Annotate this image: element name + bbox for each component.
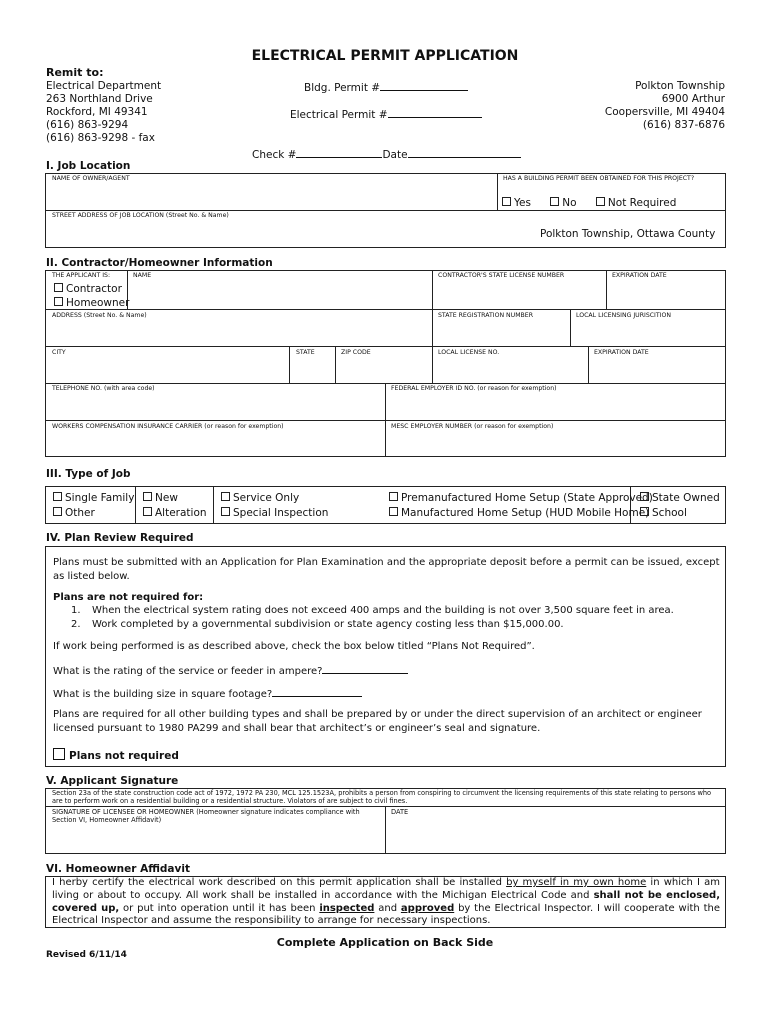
state-reg-label: STATE REGISTRATION NUMBER — [438, 312, 533, 319]
electrical-permit-label: Electrical Permit # — [290, 109, 388, 121]
township-line: Coopersville, MI 49404 — [604, 106, 725, 118]
job-type-other[interactable]: Other — [53, 507, 95, 520]
checkbox-icon — [54, 283, 63, 292]
remit-line: 263 Northland Drive — [46, 93, 153, 105]
zip-label: ZIP CODE — [341, 349, 371, 356]
job-type-alteration[interactable]: Alteration — [143, 507, 207, 520]
contractor-heading: II. Contractor/Homeowner Information — [46, 257, 273, 269]
township-county: Polkton Township, Ottawa County — [540, 228, 716, 240]
electrical-permit-input[interactable] — [388, 107, 482, 118]
telephone-label: TELEPHONE NO. (with area code) — [52, 385, 155, 392]
remit-line: Rockford, MI 49341 — [46, 106, 148, 118]
size-question: What is the building size in square footage? — [53, 686, 362, 701]
checkbox-icon — [389, 507, 398, 516]
street-label: STREET ADDRESS OF JOB LOCATION (Street No. & Name) — [52, 212, 229, 219]
federal-label: FEDERAL EMPLOYER ID NO. (or reason for exemption) — [391, 385, 557, 392]
local-juris-label: LOCAL LICENSING JURISCITION — [576, 312, 671, 319]
rating-question: What is the rating of the service or feeder in ampere? — [53, 663, 408, 678]
job-type-new[interactable]: New — [143, 492, 178, 505]
expiration-label: EXPIRATION DATE — [612, 272, 667, 279]
plan-item-2-number: 2. — [71, 619, 81, 630]
remit-address — [46, 80, 161, 145]
township-address — [605, 80, 725, 132]
name-label: NAME — [133, 272, 152, 279]
affidavit-text: I herby certify the electrical work described on this permit application shall be installed by myself in my own home in which I am living or about to occupy. All work shall be installed in accordance with the Michigan Electrical Code and shall not be enclosed, covered up, or put into operation until it has been inspected and approved by the Electrical Inspector. I will cooperate with the Electrical Inspector and assume the responsibility to arrange for necessary inspections. — [52, 877, 720, 927]
checkbox-icon — [54, 297, 63, 306]
job-location-heading: I. Job Location — [46, 160, 131, 172]
plan-item-2: Work completed by a governmental subdivision or state agency costing less than $15,000.00. — [92, 619, 564, 630]
checkbox-icon — [221, 507, 230, 516]
workers-comp-label: WORKERS COMPENSATION INSURANCE CARRIER (or reason for exemption) — [52, 423, 284, 430]
owner-label: NAME OF OWNER/AGENT — [52, 175, 130, 182]
checkbox-icon — [143, 492, 152, 501]
job-type-single-family[interactable]: Single Family — [53, 492, 134, 505]
checkbox-icon — [550, 197, 559, 206]
plan-review-heading: IV. Plan Review Required — [46, 532, 194, 544]
divider — [432, 270, 433, 383]
township-line: Polkton Township — [635, 80, 725, 92]
page-title: ELECTRICAL PERMIT APPLICATION — [251, 48, 519, 64]
signature-heading: V. Applicant Signature — [46, 775, 179, 787]
divider — [385, 806, 386, 854]
divider — [45, 210, 726, 211]
signature-label: SIGNATURE OF LICENSEE OR HOMEOWNER (Homeowner signature indicates compliance with Section VI, Homeowner Affidavit) — [52, 808, 360, 824]
remit-line: Electrical Department — [46, 80, 162, 92]
divider — [385, 383, 386, 457]
option-no[interactable]: No — [550, 197, 576, 209]
license-label: CONTRACTOR'S STATE LICENSE NUMBER — [438, 272, 565, 279]
plans-not-required-heading: Plans are not required for: — [53, 592, 204, 603]
electrical-permit-field — [290, 107, 482, 122]
plans-not-required-checkbox[interactable]: Plans not required — [53, 748, 179, 763]
bldg-permit-label: Bldg. Permit # — [304, 82, 381, 94]
remit-line: (616) 863-9294 — [46, 119, 129, 131]
job-type-manufactured[interactable]: Manufactured Home Setup (HUD Mobile Home) — [389, 507, 649, 520]
divider — [135, 486, 136, 524]
remit-heading: Remit to: — [46, 66, 104, 79]
checkbox-icon — [221, 492, 230, 501]
divider — [289, 346, 290, 383]
check-date-row — [252, 147, 521, 162]
applicant-label: THE APPLICANT IS: — [52, 272, 111, 279]
date-label: Date — [382, 149, 408, 161]
divider — [45, 346, 726, 347]
applicant-option-homeowner[interactable]: Homeowner — [54, 297, 129, 310]
divider — [606, 270, 607, 309]
job-type-state-owned[interactable]: State Owned — [640, 492, 720, 505]
township-line: (616) 837-6876 — [642, 119, 725, 131]
job-type-premanufactured[interactable]: Premanufactured Home Setup (State Approved) — [389, 492, 653, 505]
checkbox-icon — [389, 492, 398, 501]
divider — [45, 309, 726, 310]
job-type-school[interactable]: School — [640, 507, 687, 520]
remit-line: (616) 863-9298 - fax — [46, 132, 155, 144]
signature-notice: Section 23a of the state construction code act of 1972, 1972 PA 230, MCL 125.1523A, prohibits a person from conspiring to circumvent the licensing requirements of this state relating to persons who are to perform work on a residential building or a residential structure. Violators of are subject to civil fines. — [52, 789, 712, 805]
checkbox-icon — [502, 197, 511, 206]
rating-input[interactable] — [322, 663, 408, 674]
plan-item-1-number: 1. — [71, 605, 81, 616]
bldg-permit-field — [304, 80, 468, 95]
divider — [588, 346, 589, 383]
checkbox-icon — [640, 507, 649, 516]
city-label: CITY — [52, 349, 66, 356]
checkbox-icon — [640, 492, 649, 501]
size-input[interactable] — [272, 686, 362, 697]
divider — [213, 486, 214, 524]
state-label: STATE — [296, 349, 315, 356]
divider — [497, 173, 498, 210]
complete-on-back: Complete Application on Back Side — [276, 936, 494, 949]
option-not-required[interactable]: Not Required — [596, 197, 676, 209]
checkbox-icon — [143, 507, 152, 516]
plan-item-1: When the electrical system rating does not exceed 400 amps and the building is not over 3,500 square feet in area. — [92, 605, 674, 616]
plan-instruction: If work being performed is as described above, check the box below titled “Plans Not Required”. — [53, 641, 535, 652]
option-yes[interactable]: Yes — [502, 197, 531, 209]
checkbox-icon — [53, 748, 65, 760]
local-license-label: LOCAL LICENSE NO. — [438, 349, 500, 356]
job-type-special-inspection[interactable]: Special Inspection — [221, 507, 328, 520]
divider — [335, 346, 336, 383]
check-label: Check # — [252, 149, 297, 161]
divider — [570, 309, 571, 346]
checkbox-icon — [596, 197, 605, 206]
township-line: 6900 Arthur — [661, 93, 725, 105]
mesc-label: MESC EMPLOYER NUMBER (or reason for exemption) — [391, 423, 554, 430]
job-type-heading: III. Type of Job — [46, 468, 131, 480]
plans-required-text: Plans are required for all other building types and shall be prepared by or under the direct supervision of an architect or engineer licensed pursuant to 1980 PA299 and shall bear that architect’s or engineer’s seal and signature. — [53, 709, 702, 734]
applicant-option-contractor[interactable]: Contractor — [54, 283, 122, 296]
checkbox-icon — [53, 492, 62, 501]
address-label: ADDRESS (Street No. & Name) — [52, 312, 147, 319]
affidavit-heading: VI. Homeowner Affidavit — [46, 863, 190, 875]
job-type-service-only[interactable]: Service Only — [221, 492, 299, 505]
permit-options — [502, 197, 676, 210]
expiration2-label: EXPIRATION DATE — [594, 349, 649, 356]
date-input[interactable] — [408, 147, 521, 158]
plan-review-intro: Plans must be submitted with an Application for Plan Examination and the appropriate deposit before a permit can be issued, except as listed below. — [53, 557, 720, 582]
checkbox-icon — [53, 507, 62, 516]
permit-question: HAS A BUILDING PERMIT BEEN OBTAINED FOR THIS PROJECT? — [503, 175, 695, 182]
revised-date: Revised 6/11/14 — [46, 950, 127, 960]
signature-date-label: DATE — [391, 808, 409, 816]
bldg-permit-input[interactable] — [380, 80, 468, 91]
check-input[interactable] — [296, 147, 382, 158]
